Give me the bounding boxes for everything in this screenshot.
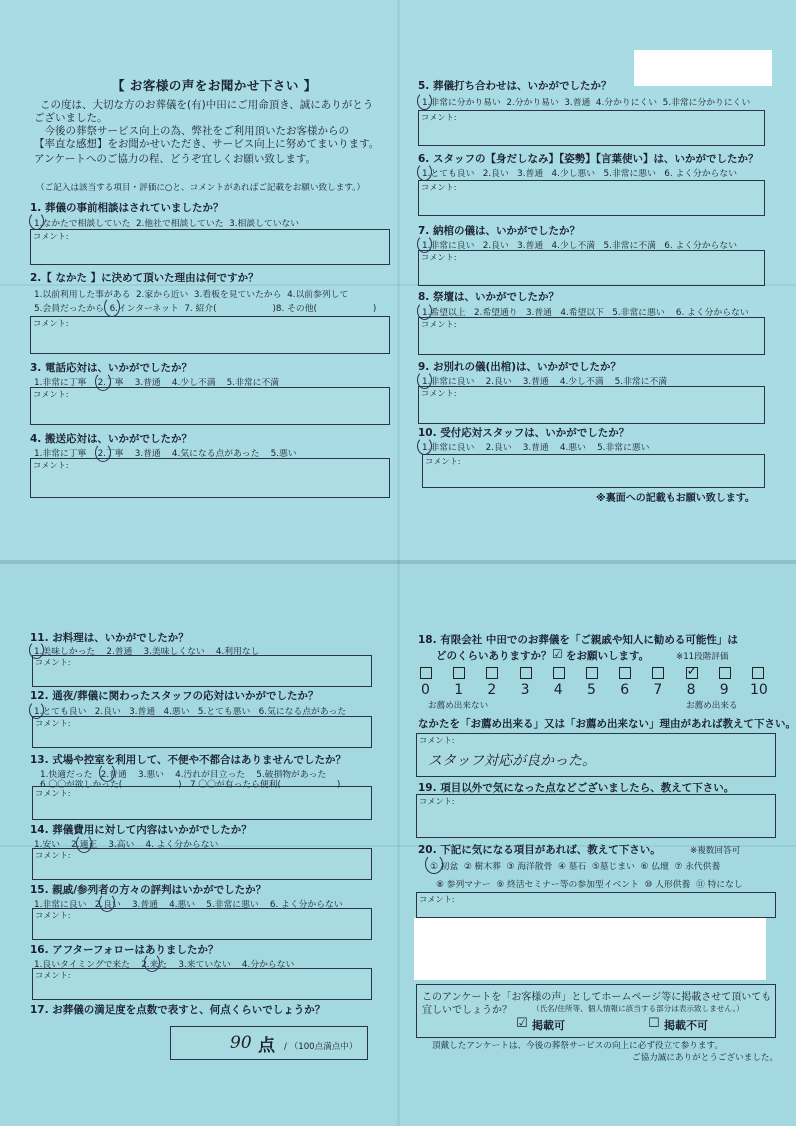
q13-title: 13. 式場や控室を利用して、不便や不都合はありませんでしたか？ — [30, 754, 347, 766]
handwritten-comment: スタッフ対応が良かった。 — [428, 753, 596, 769]
q2-comment-box[interactable] — [30, 316, 390, 354]
q1-options: 1.なかたで相談していた 2.他社で相談していた 3.相談していない — [34, 219, 300, 229]
q7-options: 1.非常に良い 2.良い 3.普通 4.少し不満 5.非常に不満 6. よく分からない — [422, 241, 738, 251]
q1-title: 1. 葬儀の事前相談はされていましたか？ — [30, 202, 224, 214]
comment-label: コメント: — [35, 718, 71, 728]
closing-line: 頂戴したアンケートは、今後の葬祭サービスの向上に必ず役立て参ります。 — [432, 1041, 723, 1051]
q8-comment-box[interactable] — [418, 317, 765, 355]
q14-options: 1.安い 2.適正 3.高い 4. よく分からない — [34, 840, 219, 850]
page-title: 【 お客様の声をお聞かせ下さい 】 — [112, 78, 317, 93]
q5-comment-box[interactable] — [418, 110, 765, 146]
comment-label: コメント: — [33, 318, 69, 328]
scale-note: ※11段階評価 — [676, 652, 729, 662]
q9-options: 1.非常に良い 2.良い 3.普通 4.少し不満 5.非常に不満 — [422, 377, 668, 387]
comment-label: コメント: — [33, 460, 69, 470]
rating-checkbox-2[interactable] — [486, 667, 498, 679]
q7-title: 7. 納棺の儀は、いかがでしたか？ — [418, 225, 580, 237]
q14-title: 14. 葬儀費用に対して内容はいかがでしたか？ — [30, 824, 252, 836]
intro-line: 【率直な感想】をお聞かせいただき、サービス向上に努めてまいります。 — [34, 138, 380, 150]
high-label: お薦め出来る — [686, 701, 738, 711]
q5-options: 1.非常に分かり易い 2.分かり易い 3.普通 4.分かりにくい 5.非常に分かりにくい — [422, 98, 751, 108]
q12-title: 12. 通夜/葬儀に関わったスタッフの応対はいかがでしたか？ — [30, 690, 319, 702]
rating-number: 1 — [454, 682, 464, 698]
q10-options: 1.非常に良い 2.良い 3.普通 4.悪い 5.非常に悪い — [422, 443, 650, 453]
q6-title: 6. スタッフの【身だしなみ】【姿勢】【言葉使い】は、いかがでしたか？ — [418, 153, 759, 165]
q16-comment-box[interactable] — [32, 968, 372, 1000]
rating-number: 5 — [587, 682, 596, 698]
intro-line: この度は、大切な方のお葬儀を(有)中田にご用命頂き、誠にありがとう — [40, 99, 374, 111]
rating-number: 7 — [653, 682, 663, 698]
q16-title: 16. アフターフォローはありましたか？ — [30, 944, 219, 956]
comment-label: コメント: — [35, 657, 71, 667]
rating-number: 8 — [686, 682, 696, 698]
q5-title: 5. 葬儀打ち合わせは、いかがでしたか？ — [418, 80, 612, 92]
q15-options: 1.非常に良い 2.良い 3.普通 4.悪い 5.非常に悪い 6. よく分からない — [34, 900, 343, 910]
redaction-box — [634, 50, 772, 86]
publish-text: 宜しいでしょうか？ — [422, 1005, 512, 1016]
q11-options: 1.美味しかった 2.普通 3.美味しくない 4.利用なし — [34, 647, 260, 657]
rating-number: 3 — [520, 682, 530, 698]
rating-number: 9 — [719, 682, 729, 698]
rating-checkbox-4[interactable] — [553, 667, 565, 679]
intro-line: アンケートへのご協力の程、どうぞ宜しくお願い致します。 — [34, 153, 317, 165]
publish-text: このアンケートを「お客様の声」としてホームページ等に掲載させて頂いても — [422, 992, 772, 1003]
rating-checkbox-5[interactable] — [586, 667, 598, 679]
intro-line: 今後の葬祭サービス向上の為、弊社をご利用頂いたお客様からの — [34, 125, 349, 137]
q12-comment-box[interactable] — [32, 716, 372, 748]
q20-options: ① 初盆 ② 樹木葬 ③ 海洋散骨 ④ 墓石 ⑤墓じまい ⑥ 仏壇 ⑦ 永代供養 — [430, 862, 721, 872]
publish-note: （氏名/住所等、個人情報に該当する部分は表示致しません。） — [532, 1004, 744, 1013]
checkbox-checked-icon[interactable]: ☑ — [516, 1016, 528, 1031]
answer-circle — [425, 854, 443, 874]
comment-label: コメント: — [421, 112, 457, 122]
rating-checkbox-6[interactable] — [619, 667, 631, 679]
score-note: / （100点満点中） — [284, 1042, 358, 1052]
check-mark-icon: ✓ — [686, 664, 698, 679]
q18-title: 18. 有限会社 中田でのお葬儀を「ご親戚や知人に勧める可能性」は — [418, 634, 738, 646]
q11-title: 11. お料理は、いかがでしたか？ — [30, 632, 189, 644]
back-note: ※裏面への記載もお願い致します。 — [596, 493, 755, 504]
multi-note: ※複数回答可 — [690, 846, 741, 856]
rating-checkbox-8[interactable] — [686, 664, 698, 679]
q10-comment-box[interactable] — [422, 454, 765, 488]
q4-title: 4. 搬送応対は、いかがでしたか？ — [30, 433, 192, 445]
publish-allow: 掲載可 — [532, 1019, 565, 1032]
rating-checkbox-1[interactable] — [453, 667, 465, 679]
comment-label: コメント: — [421, 388, 457, 398]
answer-circle — [417, 92, 432, 110]
q13-options: 1.快適だった 2.普通 3.悪い 4.汚れが目立った 5.破損物があった — [40, 770, 327, 780]
q11-comment-box[interactable] — [32, 655, 372, 687]
low-label: お薦め出来ない — [428, 701, 489, 711]
q16-options: 1.良いタイミングで来た 2.来た 3.来ていない 4.分からない — [34, 960, 295, 970]
comment-label: コメント: — [421, 319, 457, 329]
q8-options: 1.希望以上 2.希望通り 3.普通 4.希望以下 5.非常に悪い 6. よく分からない — [422, 308, 749, 318]
q14-comment-box[interactable] — [32, 848, 372, 880]
rating-checkbox-3[interactable] — [520, 667, 532, 679]
q6-comment-box[interactable] — [418, 180, 765, 216]
redaction-box — [414, 918, 766, 980]
answer-circle — [99, 763, 115, 782]
fold-line — [0, 560, 796, 564]
q20-title: 20. 下記に気になる項目があれば、教えて下さい。 — [418, 844, 661, 856]
q4-comment-box[interactable] — [30, 458, 390, 498]
q6-options: 1.とても良い 2.良い 3.普通 4.少し悪い 5.非常に悪い 6. よく分からない — [422, 169, 738, 179]
answer-circle — [417, 163, 432, 181]
comment-label: コメント: — [35, 970, 71, 980]
comment-label: コメント: — [33, 389, 69, 399]
rating-checkbox-7[interactable] — [652, 667, 664, 679]
comment-label: コメント: — [33, 231, 69, 241]
q19-title: 19. 項目以外で気になった点などございましたら、教えて下さい。 — [418, 782, 735, 794]
q20-comment-box[interactable] — [416, 892, 776, 918]
q9-title: 9. お別れの儀(出棺)は、いかがでしたか？ — [418, 361, 622, 373]
q2-title: 2.【 なかた 】に決めて頂いた理由は何ですか？ — [30, 272, 259, 284]
rating-number: 0 — [421, 682, 430, 698]
handwritten-score: 90 — [230, 1033, 252, 1053]
rating-number: 6 — [620, 682, 630, 698]
q8-title: 8. 祭壇は、いかがでしたか？ — [418, 291, 559, 303]
comment-label: コメント: — [419, 894, 455, 904]
q4-options: 1.非常に丁寧 2.丁寧 3.普通 4.気になる点があった 5.悪い — [34, 449, 297, 459]
comment-label: コメント: — [419, 735, 455, 745]
q3-options: 1.非常に丁寧 2.丁寧 3.普通 4.少し不満 5.非常に不満 — [34, 378, 280, 388]
q20-options: ⑧ 参列マナー ⑨ 終活セミナー等の参加型イベント ⑩ 人形供養 ⑪ 特になし — [436, 880, 743, 890]
rating-checkbox-0[interactable] — [420, 667, 432, 679]
q3-title: 3. 電話応対は、いかがでしたか？ — [30, 362, 192, 374]
q15-comment-box[interactable] — [32, 908, 372, 940]
closing-line: ご協力誠にありがとうございました。 — [632, 1053, 779, 1063]
q10-title: 10. 受付応対スタッフは、いかがでしたか？ — [418, 427, 630, 439]
comment-label: コメント: — [35, 910, 71, 920]
instructions: （ご記入は該当する項目・評価に○と、コメントがあればご記載をお願い致します。） — [36, 183, 366, 193]
comment-label: コメント: — [35, 850, 71, 860]
checkbox-icon[interactable]: ☐ — [648, 1016, 660, 1031]
q2-options: 1.以前利用した事がある 2.家から近い 3.看板を見ていたから 4.以前参列して — [34, 290, 349, 300]
answer-circle — [29, 212, 44, 230]
rating-number: 10 — [750, 682, 768, 698]
answer-circle — [417, 437, 432, 455]
rating-number: 4 — [553, 682, 563, 698]
q3-comment-box[interactable] — [30, 387, 390, 425]
q9-comment-box[interactable] — [418, 386, 765, 424]
rating-checkbox-10[interactable] — [752, 667, 764, 679]
q18-reason-prompt: なかたを「お薦め出来る」又は「お薦め出来ない」理由があれば教えて下さい。 — [418, 718, 796, 730]
intro-line: ございました。 — [34, 112, 108, 124]
checkbox-checked-icon: ☑ — [552, 647, 563, 661]
rating-number: 2 — [487, 682, 497, 698]
q18-title: どのくらいありますか？ — [436, 650, 552, 662]
q15-title: 15. 親戚/参列者の方々の評判はいかがでしたか？ — [30, 884, 267, 896]
q12-options: 1.とても良い 2.良い 3.普通 4.悪い 5.とても悪い 6.気になる点があった — [34, 707, 347, 717]
publish-deny: 掲載不可 — [664, 1019, 708, 1032]
q17-title: 17. お葬儀の満足度を点数で表すと、何点くらいでしょうか？ — [30, 1004, 326, 1016]
comment-label: コメント: — [35, 788, 71, 798]
q18-instruction: をお願いします。 — [566, 650, 650, 662]
q13-comment-box[interactable] — [32, 786, 372, 820]
q1-comment-box[interactable] — [30, 229, 390, 265]
q19-comment-box[interactable] — [416, 794, 776, 838]
answer-circle — [104, 297, 120, 317]
q7-comment-box[interactable] — [418, 250, 765, 286]
q2-options: 5.会員だったから 6.インターネット 7. 紹介( )8. その他( ) — [34, 304, 377, 314]
score-unit: 点 — [258, 1036, 275, 1056]
comment-label: コメント: — [421, 252, 457, 262]
q13-options: 6.〇〇が欲しかった( ) 7.〇〇が有ったら便利( ) — [40, 780, 341, 790]
comment-label: コメント: — [421, 182, 457, 192]
comment-label: コメント: — [419, 796, 455, 806]
rating-checkbox-9[interactable] — [719, 667, 731, 679]
comment-label: コメント: — [425, 456, 461, 466]
